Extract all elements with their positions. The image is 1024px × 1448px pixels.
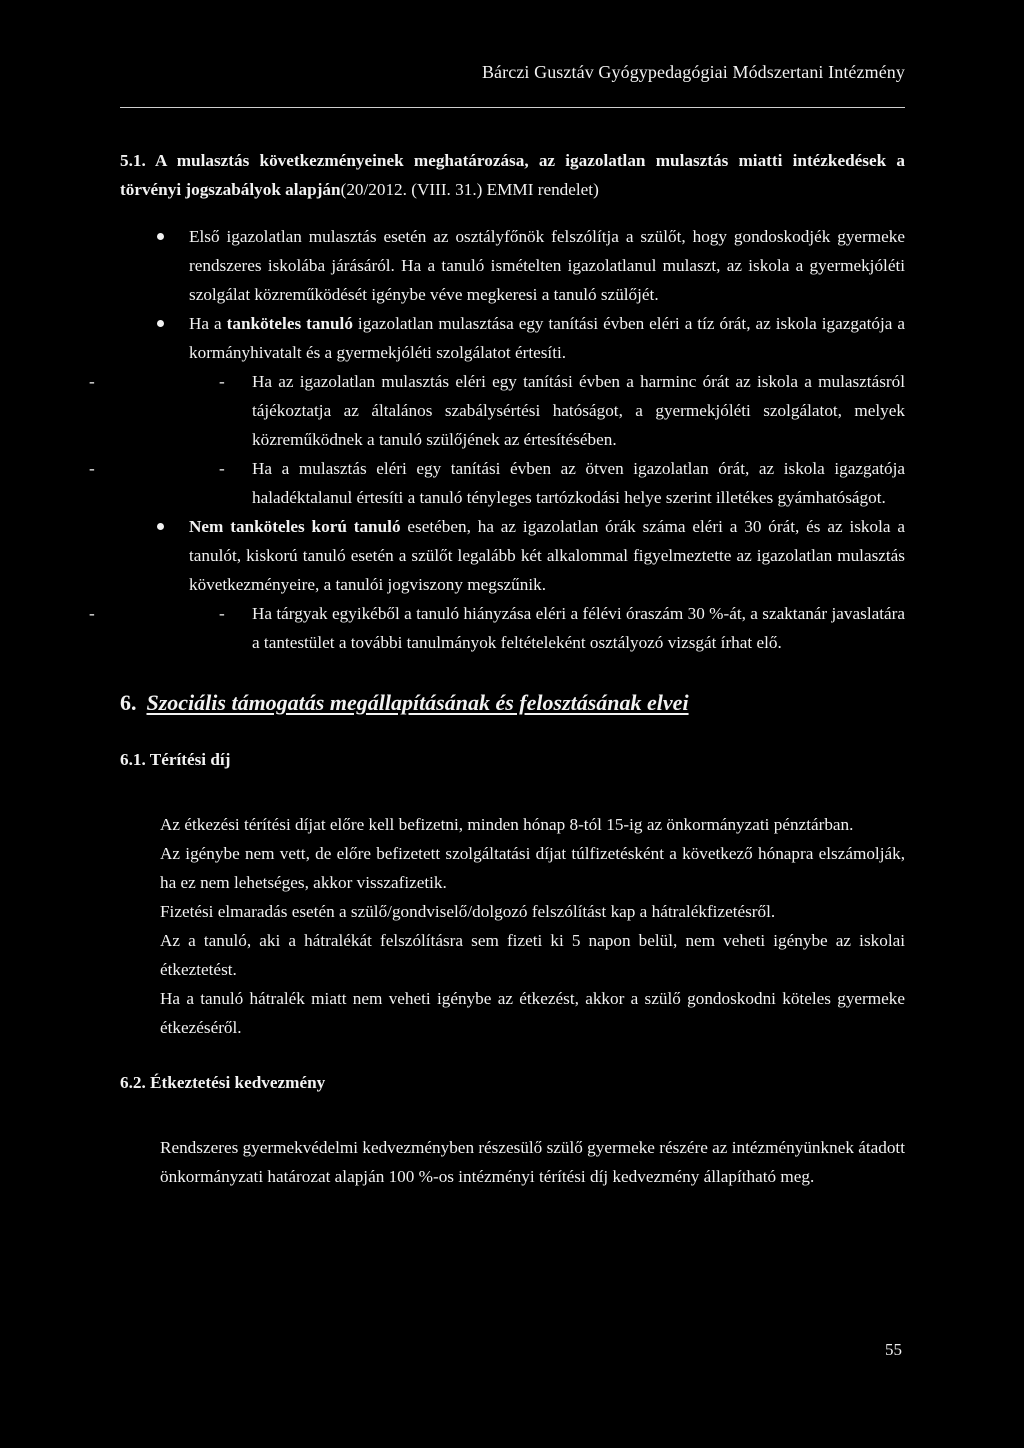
section-5-1-title-law-ref: (20/2012. (VIII. 31.) EMMI rendelet) — [340, 180, 599, 199]
bullet-text-bold: Nem tanköteles korú tanuló — [189, 517, 401, 536]
page-number: 55 — [885, 1340, 902, 1359]
chapter-number: 6. — [120, 690, 137, 715]
chapter-6-heading — [120, 687, 905, 719]
chapter-title: Szociális támogatás megállapításának és felosztásának elvei — [146, 690, 689, 715]
page-header: Bárczi Gusztáv Gyógypedagógiai Módszertani Intézmény — [481, 62, 905, 82]
dash-item — [189, 454, 905, 512]
dash-marker: - - — [219, 604, 225, 623]
dash-text: Ha a mulasztás eléri egy tanítási évben az ötven igazolatlan órát, az iskola igazgatója haladéktalanul értesíti a tanuló tényleges tartózkodási helye szerint illetékes gyámhatóságot. — [252, 459, 905, 507]
paragraph: Fizetési elmaradás esetén a szülő/gondviselő/dolgozó felszólítást kap a hátralékfizetésről. — [160, 902, 776, 921]
bullet-text-post: igazolatlan mulasztása egy tanítási évben eléri a tíz órát, az iskola igazgatója a kormányhivatalt és a gyermekjóléti szolgálatot értesíti. — [189, 314, 906, 362]
paragraph: Az igénybe nem vett, de előre befizetett szolgáltatási díjat túlfizetésként a következő hónapra elszámolják, ha ez nem lehetséges, akkor visszafizetik. — [160, 844, 905, 892]
header-divider — [120, 107, 905, 108]
section-6-2-body — [160, 1133, 905, 1191]
section-5-1-title — [120, 146, 905, 204]
dash-text: Ha tárgyak egyikéből a tanuló hiányzása eléri a félévi óraszám 30 %-át, a szaktanár javaslatára a tantestület a további tanulmányok feltételeként osztályozó vizsgát írhat elő. — [252, 604, 905, 652]
bullet-item — [120, 512, 905, 657]
section-5-1-bullet-list — [120, 222, 905, 657]
section-6-1-title: 6.1. Térítési díj — [120, 750, 231, 769]
paragraph: Ha a tanuló hátralék miatt nem veheti igénybe az étkezést, akkor a szülő gondoskodni köteles gyermeke étkezéséről. — [160, 989, 905, 1037]
paragraph: Az a tanuló, aki a hátralékát felszólításra sem fizeti ki 5 napon belül, nem veheti igénybe az iskolai étkeztetést. — [160, 931, 905, 979]
page-content — [120, 146, 905, 1191]
dash-item — [189, 367, 905, 454]
section-5-1-title-bold: 5.1. A mulasztás következményeinek meghatározása, az igazolatlan mulasztás miatti intézkedések a törvényi jogszabályok alapján — [120, 151, 905, 199]
dash-marker: - - — [219, 372, 225, 391]
bullet-text-bold: tanköteles tanuló — [226, 314, 353, 333]
dash-list — [189, 599, 905, 657]
bullet-text: Első igazolatlan mulasztás esetén az osztályfőnök felszólítja a szülőt, hogy gondoskodjék gyermeke rendszeres iskolába járásáról. Ha a tanuló ismételten igazolatlanul mulaszt, az iskola a gyermekjóléti szolgálat közreműködését igénybe véve megkeresi a tanuló szülőjét. — [189, 227, 905, 304]
dash-text: Ha az igazolatlan mulasztás eléri egy tanítási évben a harminc órát az iskola a mulasztásról tájékoztatja az általános szabálysértési hatóságot, a gyermekjóléti szolgálatot, melyek közreműködnek a tanuló szülőjének az értesítésében. — [252, 372, 905, 449]
dash-item — [189, 599, 905, 657]
bullet-text-post: esetében, ha az igazolatlan órák száma eléri a 30 órát, és az iskola a tanulót, kiskorú tanuló esetén a szülőt legalább két alkalommal figyelmeztette az igazolatlan mulasztás következményeire, a tanulói jogviszony megszűnik. — [189, 517, 905, 594]
section-6-1-body — [160, 810, 905, 1042]
bullet-item — [120, 222, 905, 309]
section-6-2-title: 6.2. Étkeztetési kedvezmény — [120, 1073, 326, 1092]
dash-list — [189, 367, 905, 512]
dash-marker: - - — [219, 459, 225, 478]
paragraph: Rendszeres gyermekvédelmi kedvezményben részesülő szülő gyermeke részére az intézményünknek átadott önkormányzati határozat alapján 100 %-os intézményi térítési díj kedvezmény állapítható meg. — [160, 1138, 905, 1186]
bullet-item — [120, 309, 905, 512]
paragraph: Az étkezési térítési díjat előre kell befizetni, minden hónap 8-tól 15-ig az önkormányzati pénztárban. — [160, 815, 854, 834]
bullet-text-pre: Ha a — [189, 314, 227, 333]
